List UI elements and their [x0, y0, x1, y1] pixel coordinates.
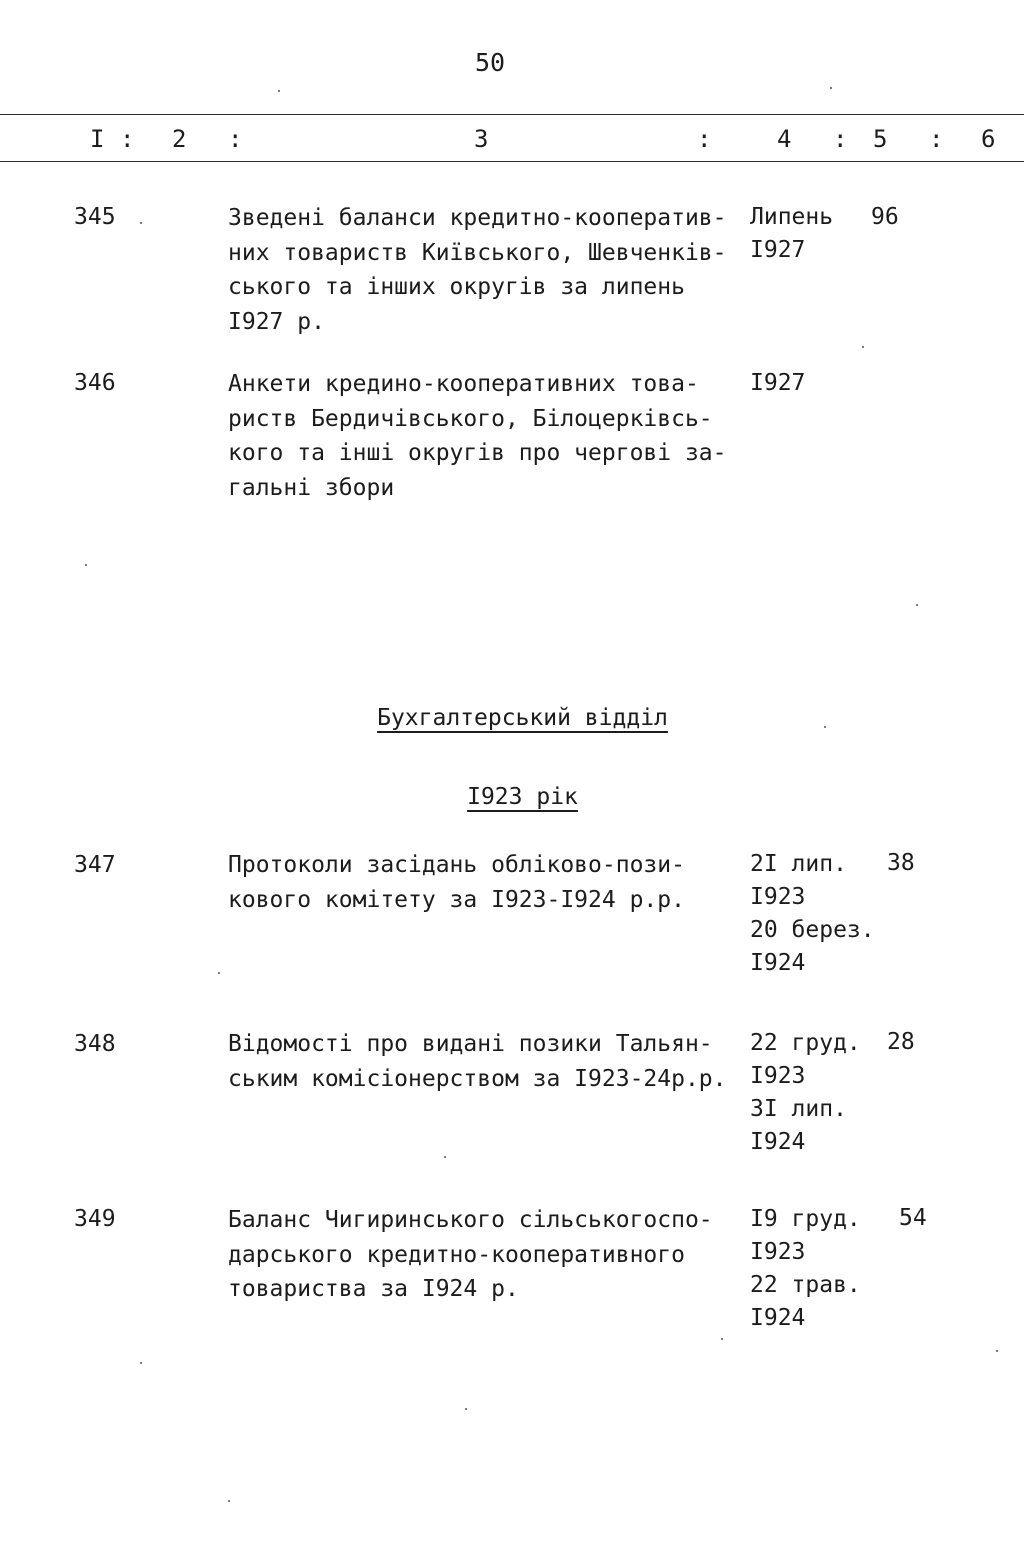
header-bottom-rule [0, 161, 1024, 162]
scan-speck [824, 726, 826, 728]
entry-dates: I927 [750, 370, 806, 396]
column-header-6: 6 [981, 125, 996, 153]
column-header-3: 3 [474, 125, 489, 153]
entry-sheets: 38 [887, 850, 915, 876]
section-heading-department [0, 705, 1024, 731]
entry-number: 348 [74, 1031, 116, 1057]
department-title: Бухгалтерський відділ [377, 705, 668, 731]
scan-speck [278, 90, 280, 92]
entry-number: 346 [74, 370, 116, 396]
scan-speck [85, 564, 87, 566]
entry-dates: 22 груд. I923 3I лип. I924 [750, 1030, 861, 1155]
scan-speck [140, 1362, 142, 1364]
scan-speck [862, 346, 864, 348]
entry-dates: Липень I927 [750, 204, 834, 263]
entry-title: Зведені баланси кредитно-кооператив- них товариств Київського, Шевченків- ського та інших округів за липень I927 р. [228, 205, 727, 335]
entry-sheets: 54 [899, 1205, 927, 1231]
entry-number: 345 [74, 204, 116, 230]
page-number: 50 [474, 48, 506, 77]
scan-speck [228, 1500, 230, 1502]
column-header-2: 2 [172, 125, 187, 153]
scan-speck [916, 604, 918, 606]
scan-speck [218, 972, 220, 974]
entry-number: 349 [74, 1206, 116, 1232]
column-header-1: I [90, 125, 105, 153]
section-heading-year [0, 784, 1024, 810]
scan-speck [996, 1350, 998, 1352]
entry-number: 347 [74, 852, 116, 878]
column-separator-2: : [228, 125, 243, 153]
entry-title: Протоколи засідань обліково-пози- кового комітету за I923-I924 р.р. [228, 852, 685, 913]
entry-title: Анкети кредино-кооперативних това- риств Бердичівського, Білоцерківсь- кого та інші округів про чергові за- гальні збори [228, 371, 727, 501]
entry-sheets: 28 [887, 1029, 915, 1055]
header-top-rule [0, 114, 1024, 115]
year-title: I923 рік [467, 784, 578, 810]
entry-sheets: 96 [871, 204, 899, 230]
column-separator-3: : [697, 125, 712, 153]
scan-speck [830, 87, 832, 89]
column-separator-1: : [120, 125, 135, 153]
scan-speck [465, 1408, 467, 1410]
entry-title: Відомості про видані позики Тальян- ським комісіонерством за I923-24р.р. [228, 1031, 727, 1092]
scan-speck [721, 1338, 723, 1340]
entry-dates: I9 груд. I923 22 трав. I924 [750, 1206, 861, 1331]
column-header-4: 4 [777, 125, 792, 153]
scan-speck [444, 1156, 446, 1158]
column-separator-4: : [833, 125, 848, 153]
column-header-5: 5 [873, 125, 888, 153]
scan-speck [140, 222, 142, 224]
entry-title: Баланс Чигиринського сільськогоспо- дарського кредитно-кооперативного товариства за I924 р. [228, 1207, 713, 1302]
entry-dates: 2I лип. I923 20 берез. I924 [750, 851, 875, 976]
column-separator-5: : [929, 125, 944, 153]
